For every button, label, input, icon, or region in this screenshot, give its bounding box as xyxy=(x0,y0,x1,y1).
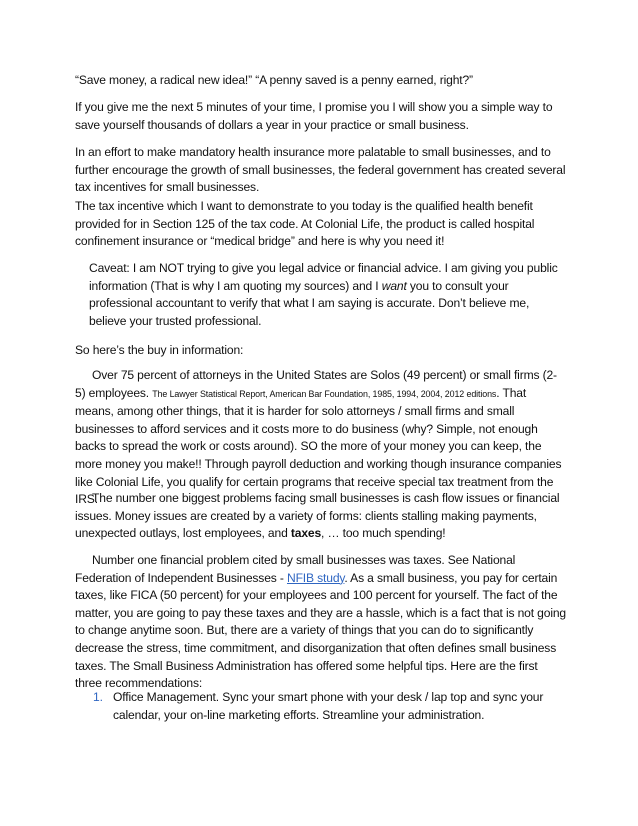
taxes-bold: taxes xyxy=(290,526,322,541)
attorneys-paragraph: Over 75 percent of attorneys in the United States are Solos (49 percent) or small firms (2-5) employees. The Lawyer Statistical Report, American Bar Foundation, 1985, 1994, 2004, 2012 editions. That means, among other things, that it is harder for solo attorneys / small firms and small businesses to afford services and it costs more to do business (why? Simple, not enough backs to spread the work or costs around). SO the more of your money you can keep, the more money you make!! Through payroll deduction and working though insurance companies like Colonial Life, you qualify for certain programs that receive special tax treatment from the IRS. xyxy=(75,368,562,507)
caveat-paragraph: Caveat: I am NOT trying to give you legal advice or financial advice. I am giving you public information (That is why I am quoting my sources) and I want you to consult your professional accountant to verify that what I am saying is accurate. Don’t believe me, believe your trusted professional. xyxy=(89,261,558,328)
cashflow-paragraph: The number one biggest problems facing small businesses is cash flow issues or financial issues. Money issues are created by a variety of forms: clients stalling making payments, unexpected outlays, lost employees, and taxes, … too much spending! xyxy=(75,491,560,541)
opening-quote: “Save money, a radical new idea!” “A penny saved is a penny earned, right?” xyxy=(75,73,473,87)
caveat-emphasis: want xyxy=(381,278,407,293)
citation: The Lawyer Statistical Report, American Bar Foundation, 1985, 1994, 2004, 2012 editions xyxy=(152,388,497,399)
incentive-paragraph: The tax incentive which I want to demonstrate to you today is the qualified health benefit provided for in Section 125 of the tax code. At Colonial Life, the product is called hospital confinement insurance or “medical bridge” and here is why you need it! xyxy=(75,199,535,249)
effort-paragraph: In an effort to make mandatory health insurance more palatable to small businesses, and to further encourage the growth of small businesses, the federal government has created several tax incentives for small businesses. xyxy=(75,145,566,195)
list-item xyxy=(93,689,553,725)
intro-paragraph: If you give me the next 5 minutes of your time, I promise you I will show you a simple way to save yourself thousands of dollars a year in your practice or small business. xyxy=(75,100,553,132)
taxes-paragraph: Number one financial problem cited by small businesses was taxes. See National Federation of Independent Businesses - NFIB study. As a small business, you pay for certain taxes, like FICA (50 percent) for your employees and 100 percent for yourself. The fact of the matter, you are going to pay these taxes and they are a hassle, which is a fact that is not going to change anytime soon. But, there are a variety of things that you can do to significantly decrease the stress, time commitment, and disorganization that often defines small business taxes. The Small Business Administration has offered some helpful tips. Here are the first three recommendations: xyxy=(75,553,567,691)
list-item-text: Office Management. Sync your smart phone with your desk / lap top and sync your calendar, your on-line marketing efforts. Streamline your administration. xyxy=(113,690,544,722)
buy-in-heading: So here’s the buy in information: xyxy=(75,343,244,357)
nfib-study-link[interactable]: NFIB study xyxy=(286,570,345,585)
list-number: 1. xyxy=(93,690,103,704)
